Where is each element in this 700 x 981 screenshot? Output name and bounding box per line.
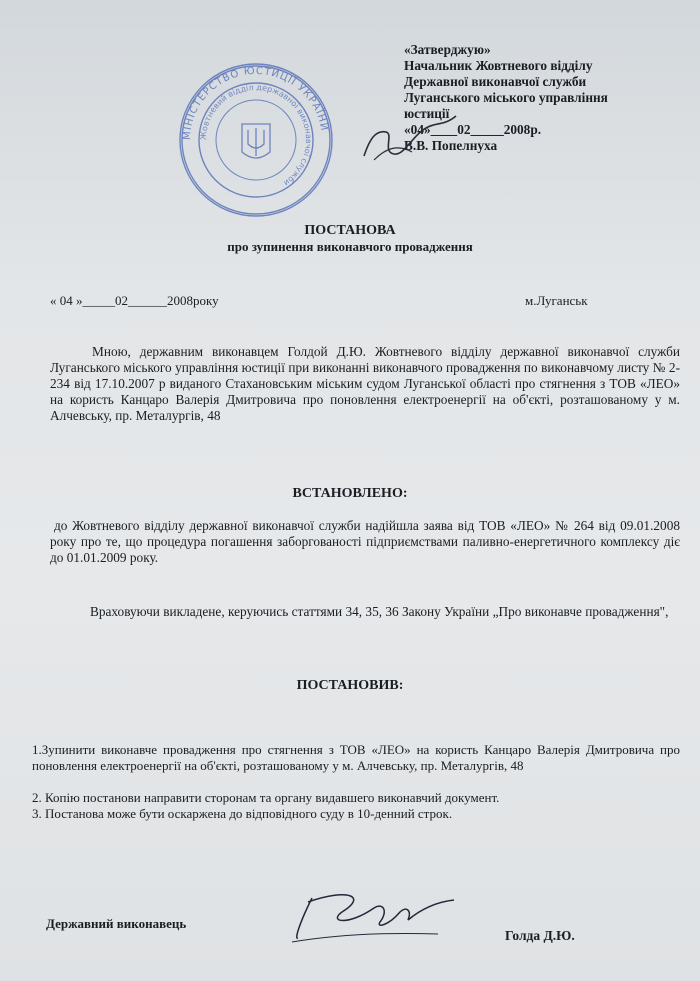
trident-emblem-icon [242, 124, 270, 158]
approval-line-6: «04»____02_____2008р. [404, 122, 542, 137]
document-city: м.Луганськ [525, 293, 588, 308]
signer-name: Голда Д.Ю. [505, 928, 575, 943]
established-heading: ВСТАНОВЛЕНО: [292, 486, 408, 501]
intro-paragraph: Мною, державним виконавцем Голдой Д.Ю. Жовтневого відділу державної виконавчої служби Луганського міського управління юстиції при виконанні виконавчого провадження по виконавчому листу № 2-234 від 17.10.2007 р виданого Стахановським міським судом Луганської області про стягнення з ТОВ «ЛЕО» на користь Канцаро Валерія Дмитровича про поновлення електроенергії на об'єкті, розташованому у м. Алчевську, пр. Металургів, 48 [50, 344, 680, 423]
document-title: ПОСТАНОВА [304, 223, 396, 238]
approval-line-3: Державної виконавчої служби [404, 74, 587, 89]
stamp-inner-text: Жовтневий відділ державної виконавчої служби [198, 82, 314, 188]
approval-line-2: Начальник Жовтневого відділу [404, 58, 593, 73]
approval-signature [360, 108, 470, 168]
approval-line-5: юстиції [404, 106, 450, 121]
resolution-item-2: 2. Копію постанови направити сторонам та органу видавшего виконавчий документ. [32, 790, 500, 805]
resolution-item-1: 1.Зупинити виконавче провадження про стягнення з ТОВ «ЛЕО» на користь Канцаро Валерія Дмитровича про поновлення електроенергії на об'єкті, розташованому у м. Алчевську, пр. Металургів, 48 [32, 742, 680, 773]
resolved-heading: ПОСТАНОВИВ: [296, 678, 404, 693]
document-date: « 04 »_____02______2008року [50, 293, 219, 308]
resolution-item-3: 3. Постанова може бути оскаржена до відповідного суду в 10-денний строк. [32, 806, 453, 821]
approval-line-7: В.В. Попелнуха [404, 138, 498, 153]
approval-line-1: «Затверджую» [404, 42, 491, 57]
signer-label: Державний виконавець [46, 916, 187, 931]
handwritten-signature [288, 882, 458, 952]
stamp-outer-text: МІНІСТЕРСТВО ЮСТИЦІЇ УКРАЇНИ [181, 65, 330, 141]
established-paragraph: до Жовтневого відділу державної виконавчої служби надійшла заява від ТОВ «ЛЕО» № 264 від 09.01.2008 року про те, що процедура погашення заборгованості підприємствами паливно-енергетичного комплексу діє до 01.01.2009 року. [50, 518, 680, 565]
official-stamp [176, 60, 336, 220]
document-subtitle: про зупинення виконавчого провадження [227, 239, 473, 254]
considering-paragraph: Враховуючи викладене, керуючись статтями 34, 35, 36 Закону України „Про виконавче провадження", [90, 604, 669, 619]
approval-line-4: Луганського міського управління [404, 90, 608, 105]
